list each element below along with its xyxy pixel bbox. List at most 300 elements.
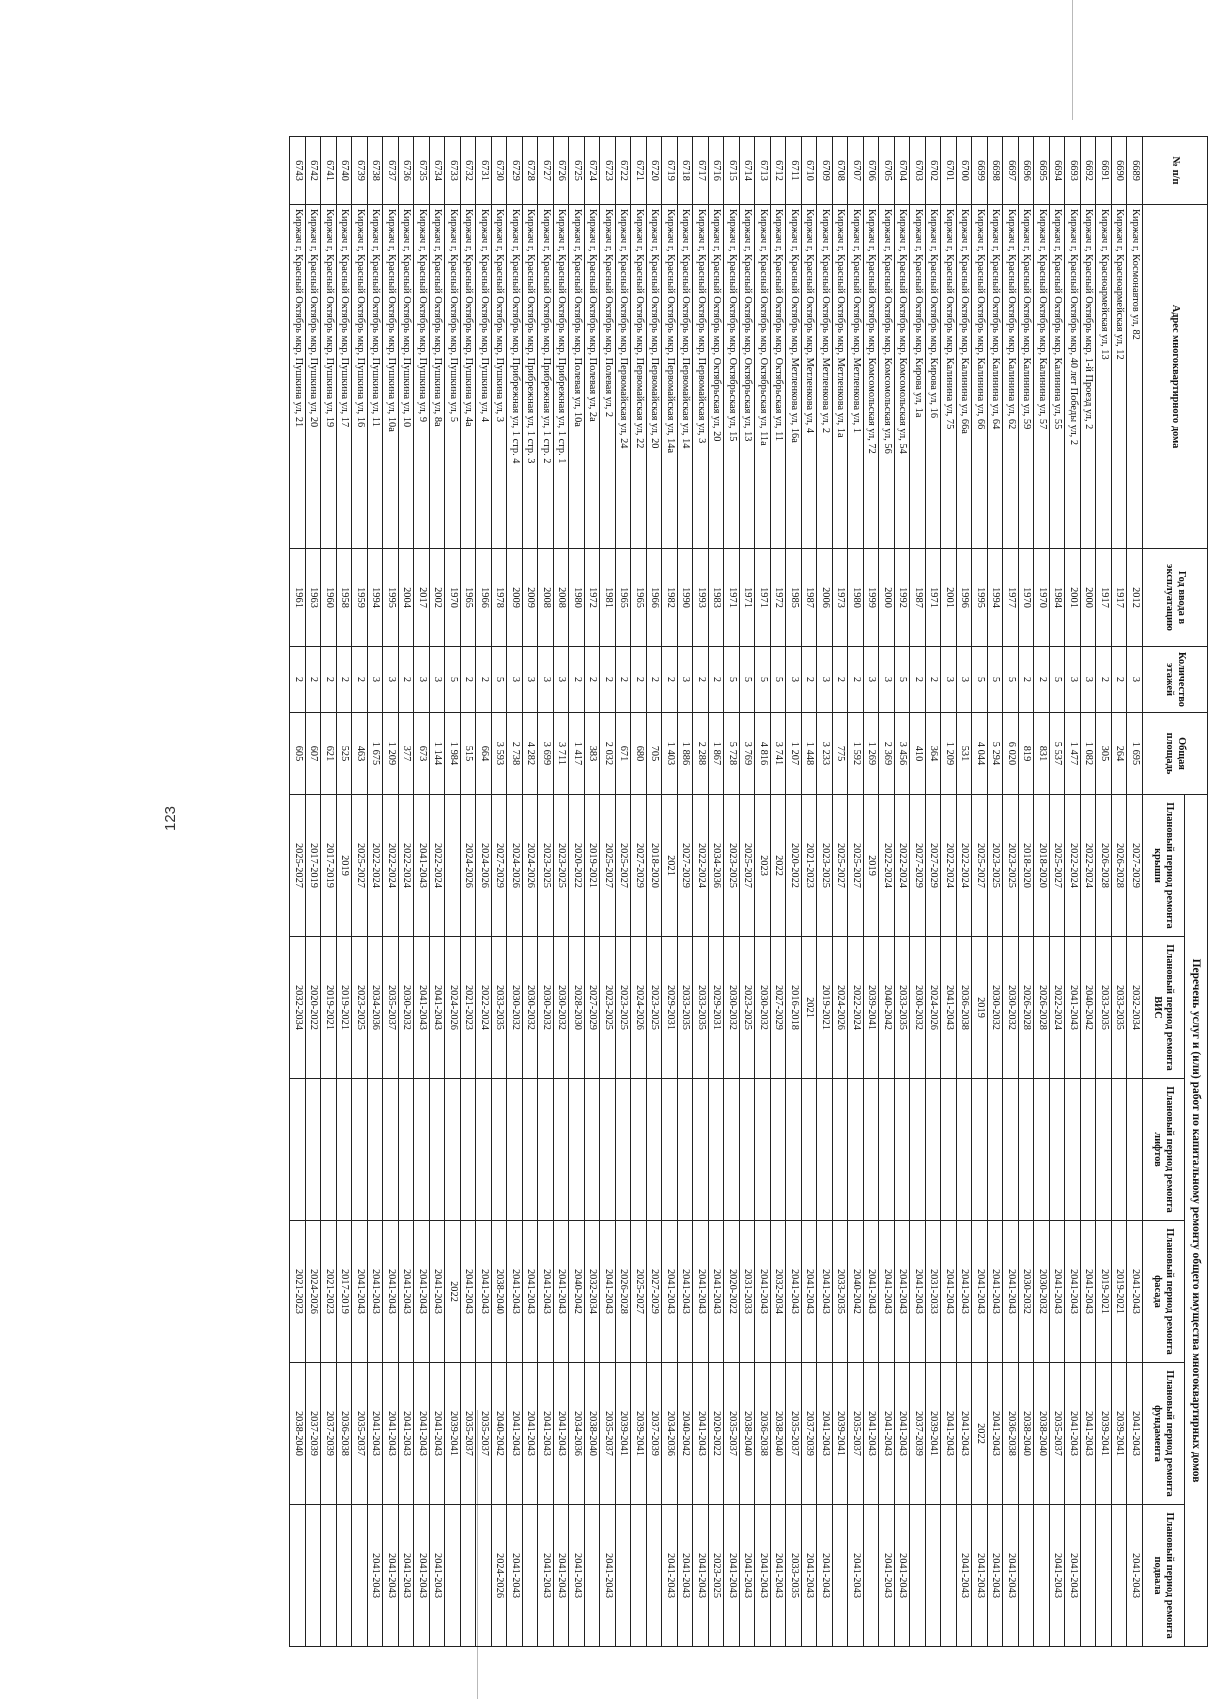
cell-basement-period: 2041-2043 [662, 1505, 678, 1647]
cell-row-number: 6719 [662, 137, 678, 205]
cell-facade-period: 2041-2043 [352, 1221, 368, 1363]
cell-basement-period [941, 1505, 957, 1647]
cell-year-built: 1965 [461, 549, 477, 647]
cell-lifts-period [616, 1079, 632, 1221]
cell-floor-count: 3 [430, 647, 446, 713]
cell-vis-period: 2039-2041 [864, 937, 880, 1079]
cell-foundation-period: 2041-2043 [941, 1363, 957, 1505]
cell-roof-period: 2023-2025 [817, 795, 833, 937]
cell-address: Киржач г, Красный Октябрь мкр, Октябрьская ул, 20 [709, 205, 725, 549]
cell-basement-period: 2041-2043 [988, 1505, 1004, 1647]
cell-lifts-period [817, 1079, 833, 1221]
cell-total-area: 377 [399, 713, 415, 795]
cell-address: Киржач г, Красный Октябрь мкр, Пушкина ул, 11 [368, 205, 384, 549]
table-row [337, 137, 353, 1647]
cell-year-built: 1971 [755, 549, 771, 647]
table-row [445, 137, 461, 1647]
cell-foundation-period: 2039-2041 [631, 1363, 647, 1505]
table-row [414, 137, 430, 1647]
cell-floor-count: 2 [585, 647, 601, 713]
cell-roof-period: 2025-2027 [972, 795, 988, 937]
table-row [647, 137, 663, 1647]
cell-total-area: 1 984 [445, 713, 461, 795]
cell-lifts-period [1050, 1079, 1066, 1221]
table-row [879, 137, 895, 1647]
cell-foundation-period: 2035-2037 [1050, 1363, 1066, 1505]
cell-total-area: 3 711 [554, 713, 570, 795]
cell-total-area: 1 886 [678, 713, 694, 795]
cell-roof-period: 2022-2024 [895, 795, 911, 937]
cell-roof-period: 2024-2026 [461, 795, 477, 937]
cell-basement-period: 2041-2043 [383, 1505, 399, 1647]
cell-floor-count: 5 [1003, 647, 1019, 713]
cell-basement-period [337, 1505, 353, 1647]
header-foundation: Плановый период ремонта фундамента [1143, 1363, 1185, 1505]
cell-floor-count: 3 [879, 647, 895, 713]
cell-row-number: 6709 [817, 137, 833, 205]
table-row [864, 137, 880, 1647]
table-row [569, 137, 585, 1647]
cell-address: Киржач г, Красноармейская ул, 13 [1096, 205, 1112, 549]
cell-floor-count: 2 [926, 647, 942, 713]
cell-basement-period [445, 1505, 461, 1647]
cell-lifts-period [724, 1079, 740, 1221]
cell-lifts-period [848, 1079, 864, 1221]
cell-row-number: 6698 [988, 137, 1004, 205]
cell-year-built: 1972 [771, 549, 787, 647]
cell-total-area: 680 [631, 713, 647, 795]
cell-address: Киржач г, Красный Октябрь мкр, Первомайская ул, 20 [647, 205, 663, 549]
cell-lifts-period [1127, 1079, 1143, 1221]
cell-lifts-period [414, 1079, 430, 1221]
table-row [1112, 137, 1128, 1647]
cell-row-number: 6730 [492, 137, 508, 205]
cell-vis-period: 2023-2025 [616, 937, 632, 1079]
cell-basement-period: 2041-2043 [569, 1505, 585, 1647]
cell-total-area: 2 288 [693, 713, 709, 795]
cell-foundation-period: 2041-2043 [693, 1363, 709, 1505]
cell-total-area: 1 592 [848, 713, 864, 795]
cell-total-area: 607 [306, 713, 322, 795]
cell-facade-period: 2040-2042 [848, 1221, 864, 1363]
cell-vis-period: 2030-2032 [755, 937, 771, 1079]
cell-year-built: 1982 [662, 549, 678, 647]
cell-floor-count: 3 [786, 647, 802, 713]
cell-roof-period: 2021-2023 [802, 795, 818, 937]
cell-vis-period: 2019-2021 [817, 937, 833, 1079]
cell-address: Киржач г, Красный Октябрь мкр, Калинина ул, 66а [957, 205, 973, 549]
cell-year-built: 1917 [1096, 549, 1112, 647]
cell-facade-period: 2024-2026 [306, 1221, 322, 1363]
cell-row-number: 6740 [337, 137, 353, 205]
cell-address: Киржач г, Красный Октябрь мкр, Пушкина ул, 17 [337, 205, 353, 549]
cell-foundation-period: 2041-2043 [383, 1363, 399, 1505]
cell-basement-period [1096, 1505, 1112, 1647]
cell-roof-period: 2027-2029 [926, 795, 942, 937]
cell-vis-period: 2023-2025 [352, 937, 368, 1079]
cell-vis-period: 2033-2035 [895, 937, 911, 1079]
cell-vis-period: 2029-2031 [709, 937, 725, 1079]
table-row [631, 137, 647, 1647]
cell-address: Киржач г, Красный Октябрь мкр, Метленкова ул, 1а [833, 205, 849, 549]
cell-foundation-period: 2041-2043 [399, 1363, 415, 1505]
cell-facade-period: 2020-2022 [724, 1221, 740, 1363]
cell-year-built: 1994 [988, 549, 1004, 647]
cell-facade-period: 2021-2023 [290, 1221, 306, 1363]
cell-address: Киржач г, Космонавтов ул, 82 [1127, 205, 1143, 549]
cell-facade-period: 2041-2043 [1127, 1221, 1143, 1363]
cell-lifts-period [740, 1079, 756, 1221]
cell-year-built: 1959 [352, 549, 368, 647]
cell-facade-period: 2041-2043 [972, 1221, 988, 1363]
cell-total-area: 1 209 [941, 713, 957, 795]
cell-vis-period: 2033-2035 [1112, 937, 1128, 1079]
cell-row-number: 6734 [430, 137, 446, 205]
cell-foundation-period: 2020-2022 [709, 1363, 725, 1505]
cell-row-number: 6716 [709, 137, 725, 205]
cell-address: Киржач г, Красный Октябрь мкр, Метленкова ул, 4 [802, 205, 818, 549]
cell-foundation-period: 2037-2039 [802, 1363, 818, 1505]
cell-roof-period: 2041-2043 [414, 795, 430, 937]
cell-row-number: 6710 [802, 137, 818, 205]
cell-foundation-period: 2035-2037 [786, 1363, 802, 1505]
table-row [368, 137, 384, 1647]
cell-basement-period: 2041-2043 [507, 1505, 523, 1647]
capital-repair-table [290, 136, 1208, 1647]
cell-basement-period: 2041-2043 [693, 1505, 709, 1647]
cell-address: Киржач г, Красный Октябрь мкр, Калинина ул, 66 [972, 205, 988, 549]
cell-roof-period: 2023 [755, 795, 771, 937]
cell-row-number: 6721 [631, 137, 647, 205]
table-row [1050, 137, 1066, 1647]
cell-row-number: 6702 [926, 137, 942, 205]
cell-lifts-period [476, 1079, 492, 1221]
cell-floor-count: 3 [817, 647, 833, 713]
cell-address: Киржач г, Красный Октябрь мкр, Пушкина ул, 10а [383, 205, 399, 549]
cell-facade-period: 2041-2043 [399, 1221, 415, 1363]
cell-address: Киржач г, Красный Октябрь мкр, Полевая ул, 2 [600, 205, 616, 549]
cell-roof-period: 2023-2025 [1003, 795, 1019, 937]
cell-basement-period: 2041-2043 [895, 1505, 911, 1647]
cell-address: Киржач г, Красный Октябрь мкр, Комсомольская ул, 72 [864, 205, 880, 549]
header-roof: Плановый период ремонта крыши [1143, 795, 1185, 937]
cell-basement-period: 2033-2035 [786, 1505, 802, 1647]
cell-address: Киржач г, Красный Октябрь мкр, Пушкина ул, 9 [414, 205, 430, 549]
cell-roof-period: 2023-2025 [724, 795, 740, 937]
cell-address: Киржач г, Красный Октябрь мкр, Комсомольская ул, 56 [879, 205, 895, 549]
table-row [771, 137, 787, 1647]
cell-foundation-period: 2039-2041 [445, 1363, 461, 1505]
cell-year-built: 1970 [1019, 549, 1035, 647]
cell-year-built: 1966 [476, 549, 492, 647]
table-row [957, 137, 973, 1647]
cell-roof-period: 2034-2036 [709, 795, 725, 937]
cell-basement-period [926, 1505, 942, 1647]
cell-basement-period [321, 1505, 337, 1647]
cell-facade-period: 2041-2043 [1003, 1221, 1019, 1363]
table-row [833, 137, 849, 1647]
cell-foundation-period: 2041-2043 [538, 1363, 554, 1505]
cell-row-number: 6729 [507, 137, 523, 205]
cell-lifts-period [352, 1079, 368, 1221]
cell-foundation-period: 2035-2037 [476, 1363, 492, 1505]
table-row [1034, 137, 1050, 1647]
cell-row-number: 6704 [895, 137, 911, 205]
cell-lifts-period [662, 1079, 678, 1221]
cell-vis-period: 2027-2029 [771, 937, 787, 1079]
cell-lifts-period [879, 1079, 895, 1221]
cell-total-area: 1 867 [709, 713, 725, 795]
cell-lifts-period [1019, 1079, 1035, 1221]
cell-vis-period: 2030-2032 [988, 937, 1004, 1079]
cell-year-built: 1970 [1034, 549, 1050, 647]
cell-foundation-period: 2041-2043 [368, 1363, 384, 1505]
cell-year-built: 2004 [399, 549, 415, 647]
cell-roof-period: 2022-2024 [383, 795, 399, 937]
cell-total-area: 531 [957, 713, 973, 795]
table-row [693, 137, 709, 1647]
header-services-group: Перечень услуг и (или) работ по капитальному ремонту общего имущества многоквартирных домов [1185, 795, 1208, 1647]
cell-vis-period: 2024-2026 [926, 937, 942, 1079]
cell-floor-count: 2 [709, 647, 725, 713]
cell-roof-period: 2020-2022 [569, 795, 585, 937]
cell-year-built: 2017 [414, 549, 430, 647]
cell-year-built: 1961 [290, 549, 306, 647]
cell-address: Киржач г, Красный Октябрь мкр, Кирова ул, 16 [926, 205, 942, 549]
cell-floor-count: 2 [693, 647, 709, 713]
cell-vis-period: 2030-2032 [538, 937, 554, 1079]
table-row [616, 137, 632, 1647]
cell-facade-period: 2041-2043 [523, 1221, 539, 1363]
cell-facade-period: 2038-2040 [492, 1221, 508, 1363]
cell-lifts-period [972, 1079, 988, 1221]
cell-row-number: 6715 [724, 137, 740, 205]
cell-address: Киржач г, Красный Октябрь мкр, Кирова ул, 1а [910, 205, 926, 549]
cell-facade-period: 2040-2042 [569, 1221, 585, 1363]
table-row [476, 137, 492, 1647]
cell-lifts-period [585, 1079, 601, 1221]
table-row [523, 137, 539, 1647]
cell-facade-period: 2041-2043 [368, 1221, 384, 1363]
cell-vis-period: 2032-2034 [1127, 937, 1143, 1079]
cell-total-area: 605 [290, 713, 306, 795]
cell-total-area: 383 [585, 713, 601, 795]
cell-total-area: 305 [1096, 713, 1112, 795]
cell-year-built: 2009 [507, 549, 523, 647]
cell-floor-count: 2 [399, 647, 415, 713]
cell-vis-period: 2023-2025 [600, 937, 616, 1079]
cell-lifts-period [569, 1079, 585, 1221]
cell-total-area: 1 403 [662, 713, 678, 795]
cell-address: Киржач г, Красный Октябрь мкр, Метленкова ул, 1 [848, 205, 864, 549]
cell-floor-count: 3 [507, 647, 523, 713]
cell-row-number: 6731 [476, 137, 492, 205]
cell-lifts-period [306, 1079, 322, 1221]
cell-year-built: 1992 [895, 549, 911, 647]
cell-address: Киржач г, Красный Октябрь мкр, Прибрежная ул, 1 стр. 1 [554, 205, 570, 549]
cell-facade-period: 2041-2043 [817, 1221, 833, 1363]
cell-facade-period: 2041-2043 [1050, 1221, 1066, 1363]
rotated-table-sheet [205, 136, 1208, 1646]
cell-address: Киржач г, Красный Октябрь мкр, Октябрьская ул, 15 [724, 205, 740, 549]
cell-vis-period: 2030-2032 [910, 937, 926, 1079]
cell-vis-period: 2026-2028 [1034, 937, 1050, 1079]
cell-roof-period: 2022-2024 [399, 795, 415, 937]
cell-roof-period: 2018-2020 [1034, 795, 1050, 937]
cell-row-number: 6696 [1019, 137, 1035, 205]
table-row [724, 137, 740, 1647]
cell-address: Киржач г, Красный Октябрь мкр, Пушкина ул, 21 [290, 205, 306, 549]
cell-foundation-period: 2038-2040 [1034, 1363, 1050, 1505]
cell-vis-period: 2030-2032 [1003, 937, 1019, 1079]
cell-floor-count: 5 [988, 647, 1004, 713]
cell-basement-period [616, 1505, 632, 1647]
cell-facade-period: 2031-2033 [926, 1221, 942, 1363]
cell-roof-period [445, 795, 461, 937]
cell-row-number: 6695 [1034, 137, 1050, 205]
cell-lifts-period [802, 1079, 818, 1221]
cell-facade-period: 2025-2027 [631, 1221, 647, 1363]
cell-basement-period: 2041-2043 [802, 1505, 818, 1647]
cell-vis-period: 2033-2035 [678, 937, 694, 1079]
cell-total-area: 3 456 [895, 713, 911, 795]
table-row [1003, 137, 1019, 1647]
cell-roof-period: 2022-2024 [957, 795, 973, 937]
cell-roof-period: 2019 [864, 795, 880, 937]
cell-year-built: 2012 [1127, 549, 1143, 647]
cell-vis-period: 2040-2042 [879, 937, 895, 1079]
cell-roof-period: 2022-2024 [941, 795, 957, 937]
cell-lifts-period [833, 1079, 849, 1221]
cell-floor-count: 2 [833, 647, 849, 713]
cell-lifts-period [290, 1079, 306, 1221]
table-row [926, 137, 942, 1647]
cell-roof-period: 2017-2019 [321, 795, 337, 937]
cell-vis-period: 2036-2038 [957, 937, 973, 1079]
cell-basement-period: 2041-2043 [755, 1505, 771, 1647]
cell-total-area: 6 020 [1003, 713, 1019, 795]
cell-row-number: 6735 [414, 137, 430, 205]
cell-floor-count: 5 [1050, 647, 1066, 713]
cell-row-number: 6707 [848, 137, 864, 205]
cell-roof-period: 2025-2027 [600, 795, 616, 937]
cell-row-number: 6703 [910, 137, 926, 205]
cell-foundation-period: 2037-2039 [306, 1363, 322, 1505]
cell-basement-period [352, 1505, 368, 1647]
cell-row-number: 6737 [383, 137, 399, 205]
header-lifts: Плановый период ремонта лифтов [1143, 1079, 1185, 1221]
cell-basement-period: 2041-2043 [724, 1505, 740, 1647]
cell-foundation-period: 2041-2043 [523, 1363, 539, 1505]
cell-total-area: 3 233 [817, 713, 833, 795]
cell-row-number: 6712 [771, 137, 787, 205]
cell-row-number: 6723 [600, 137, 616, 205]
cell-year-built: 1993 [693, 549, 709, 647]
cell-foundation-period: 2039-2041 [616, 1363, 632, 1505]
cell-lifts-period [693, 1079, 709, 1221]
table-row [585, 137, 601, 1647]
cell-total-area: 831 [1034, 713, 1050, 795]
cell-foundation-period: 2041-2043 [817, 1363, 833, 1505]
cell-address: Киржач г, Красный Октябрь мкр, Первомайская ул, 22 [631, 205, 647, 549]
cell-address: Киржач г, Красный Октябрь мкр, Прибрежная ул, 1 стр. 2 [538, 205, 554, 549]
cell-row-number: 6717 [693, 137, 709, 205]
table-row [290, 137, 306, 1647]
cell-row-number: 6706 [864, 137, 880, 205]
cell-roof-period: 2023-2025 [538, 795, 554, 937]
cell-address: Киржач г, Красный Октябрь мкр, Калинина ул, 57 [1034, 205, 1050, 549]
cell-total-area: 1 269 [864, 713, 880, 795]
cell-floor-count: 2 [1019, 647, 1035, 713]
cell-lifts-period [895, 1079, 911, 1221]
cell-basement-period [631, 1505, 647, 1647]
cell-row-number: 6690 [1112, 137, 1128, 205]
header-vis: Плановый период ремонта ВИС [1143, 937, 1185, 1079]
cell-total-area: 264 [1112, 713, 1128, 795]
cell-facade-period: 2027-2029 [647, 1221, 663, 1363]
cell-basement-period: 2041-2043 [1065, 1505, 1081, 1647]
cell-floor-count: 3 [538, 647, 554, 713]
cell-floor-count: 3 [941, 647, 957, 713]
cell-total-area: 463 [352, 713, 368, 795]
cell-basement-period: 2041-2043 [740, 1505, 756, 1647]
cell-basement-period: 2041-2043 [399, 1505, 415, 1647]
cell-vis-period: 2024-2026 [445, 937, 461, 1079]
cell-lifts-period [538, 1079, 554, 1221]
header-facade: Плановый период ремонта фасада [1143, 1221, 1185, 1363]
cell-basement-period: 2041-2043 [554, 1505, 570, 1647]
cell-foundation-period: 2041-2043 [507, 1363, 523, 1505]
table-row [1096, 137, 1112, 1647]
cell-vis-period: 2041-2043 [430, 937, 446, 1079]
cell-floor-count: 2 [802, 647, 818, 713]
cell-facade-period: 2031-2033 [740, 1221, 756, 1363]
cell-foundation-period: 2041-2043 [554, 1363, 570, 1505]
cell-year-built: 2008 [554, 549, 570, 647]
cell-lifts-period [1096, 1079, 1112, 1221]
cell-foundation-period: 2036-2038 [1003, 1363, 1019, 1505]
cell-basement-period [910, 1505, 926, 1647]
cell-total-area: 819 [1019, 713, 1035, 795]
cell-basement-period: 2041-2043 [1003, 1505, 1019, 1647]
cell-roof-period: 2027-2029 [631, 795, 647, 937]
cell-vis-period: 2019 [972, 937, 988, 1079]
cell-floor-count: 3 [957, 647, 973, 713]
cell-row-number: 6718 [678, 137, 694, 205]
cell-row-number: 6725 [569, 137, 585, 205]
cell-basement-period [833, 1505, 849, 1647]
cell-roof-period: 2018-2020 [1019, 795, 1035, 937]
cell-basement-period [1112, 1505, 1128, 1647]
cell-foundation-period: 2041-2043 [957, 1363, 973, 1505]
cell-vis-period: 2030-2032 [724, 937, 740, 1079]
cell-address: Киржач г, Красный Октябрь мкр, Пушкина ул, 4а [461, 205, 477, 549]
cell-foundation-period: 2041-2043 [1065, 1363, 1081, 1505]
cell-foundation-period: 2022 [972, 1363, 988, 1505]
cell-facade-period: 2041-2043 [476, 1221, 492, 1363]
cell-vis-period: 2026-2028 [1019, 937, 1035, 1079]
cell-row-number: 6743 [290, 137, 306, 205]
cell-foundation-period: 2037-2039 [647, 1363, 663, 1505]
cell-address: Киржач г, Красный Октябрь мкр, Метленкова ул, 2 [817, 205, 833, 549]
cell-row-number: 6738 [368, 137, 384, 205]
cell-row-number: 6708 [833, 137, 849, 205]
cell-lifts-period [864, 1079, 880, 1221]
cell-facade-period: 2041-2043 [988, 1221, 1004, 1363]
cell-vis-period: 2021-2023 [461, 937, 477, 1079]
cell-lifts-period [647, 1079, 663, 1221]
cell-total-area: 2 369 [879, 713, 895, 795]
